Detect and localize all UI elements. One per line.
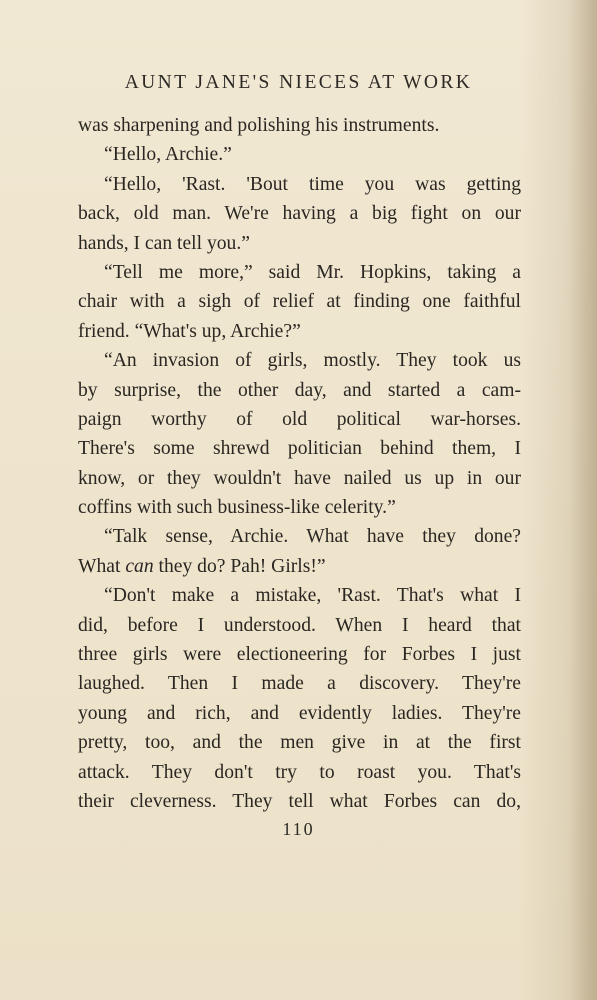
text-line: “Hello, 'Rast. 'Bout time you was getting (104, 173, 521, 195)
text-line: know, or they wouldn't have nailed us up in our (78, 467, 521, 489)
page-edge-shadow (569, 0, 597, 1000)
text-line: “Don't make a mistake, 'Rast. That's what I (104, 585, 521, 607)
text-line: paign worthy of old political war-horses. (78, 408, 521, 430)
text-fragment: What (78, 555, 126, 577)
text-line (78, 552, 521, 581)
text-line: did, before I understood. When I heard that (78, 614, 521, 636)
page-number: 110 (282, 819, 315, 839)
text-line: friend. “What's up, Archie?” (78, 320, 301, 342)
text-line: hands, I can tell you.” (78, 232, 250, 254)
text-line: their cleverness. They tell what Forbes can do, (78, 790, 521, 812)
text-line: “An invasion of girls, mostly. They took us (104, 350, 521, 372)
text-fragment: they do? Pah! Girls!” (153, 555, 326, 577)
text-line: laughed. Then I made a discovery. They're (78, 673, 521, 695)
body-text (78, 111, 521, 816)
running-head: AUNT JANE'S NIECES AT WORK (124, 72, 473, 93)
text-line: There's some shrewd politician behind them, I (78, 438, 521, 460)
text-line: attack. They don't try to roast you. That's (78, 761, 521, 783)
text-line: coffins with such business-like celerity.” (78, 497, 396, 519)
italic-word: can (125, 555, 154, 577)
text-line: by surprise, the other day, and started a cam- (78, 379, 521, 401)
text-line: “Hello, Archie.” (104, 144, 232, 166)
text-line: chair with a sigh of relief at finding one faithful (78, 291, 521, 313)
text-line: back, old man. We're having a big fight on our (78, 203, 521, 225)
text-line: was sharpening and polishing his instruments. (78, 115, 440, 136)
text-line: young and rich, and evidently ladies. They're (78, 702, 521, 724)
text-line: “Talk sense, Archie. What have they done? (104, 526, 521, 548)
text-line: “Tell me more,” said Mr. Hopkins, taking a (104, 261, 521, 283)
text-line: three girls were electioneering for Forbes I just (78, 644, 521, 666)
text-line: pretty, too, and the men give in at the first (78, 732, 521, 754)
